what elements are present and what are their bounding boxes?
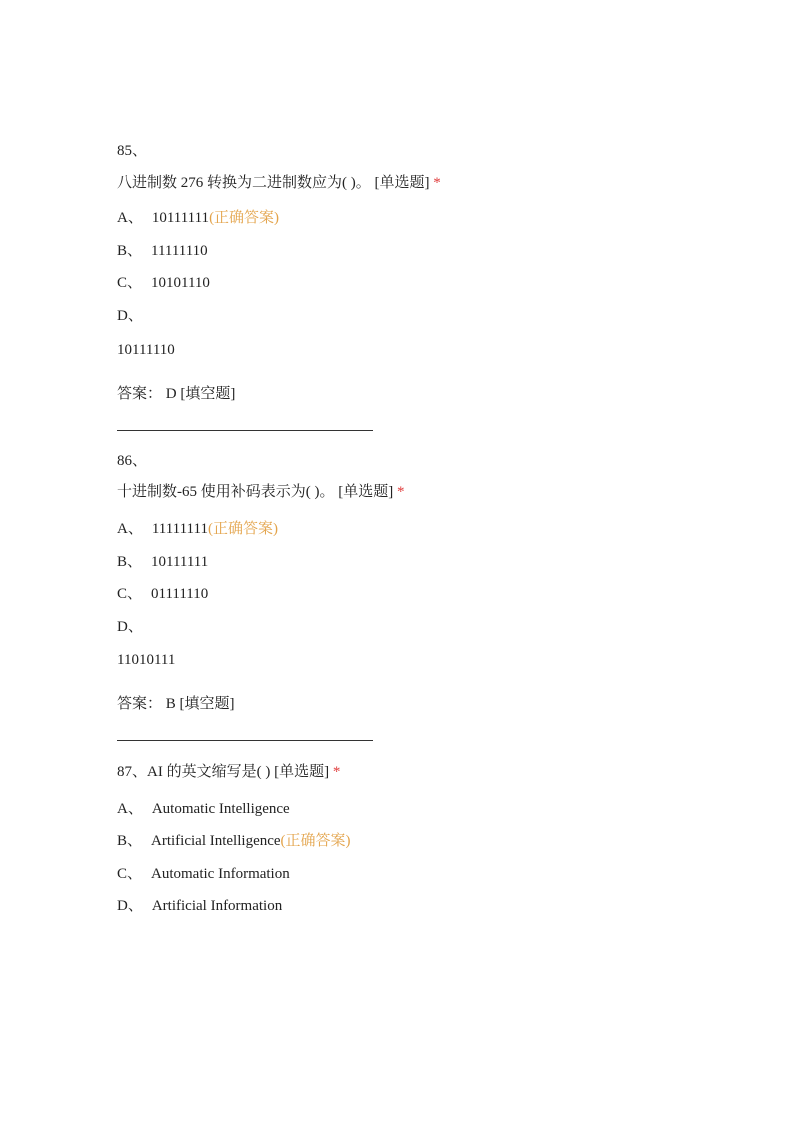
correct-answer-note: (正确答案) xyxy=(280,833,351,849)
required-mark: * xyxy=(433,175,441,191)
question-85-stem xyxy=(117,173,441,193)
option-letter: A、 xyxy=(117,521,143,537)
divider xyxy=(117,740,373,741)
question-86-option-a xyxy=(117,519,278,539)
divider xyxy=(117,430,373,431)
question-86-option-d-value: 11010111 xyxy=(117,652,176,668)
question-86-option-b xyxy=(117,552,208,572)
option-letter: D、 xyxy=(117,308,143,324)
option-letter: D、 xyxy=(117,898,143,914)
question-86-answer: 答案： B [填空题] xyxy=(117,696,235,712)
option-text: 10111111 xyxy=(151,210,210,226)
option-text: 10111111 xyxy=(151,554,209,570)
question-85-option-c xyxy=(117,273,210,293)
option-letter: B、 xyxy=(117,243,143,259)
question-87-option-c xyxy=(117,864,290,884)
question-85-option-d xyxy=(117,306,143,326)
option-text: Artificial Information xyxy=(151,898,283,914)
option-text: Automatic Information xyxy=(151,866,290,882)
question-86-number: 86、 xyxy=(117,453,148,469)
required-mark: * xyxy=(396,484,405,500)
correct-answer-note: (正确答案) xyxy=(207,521,278,537)
question-85-option-a xyxy=(117,208,279,228)
option-letter: C、 xyxy=(117,586,143,602)
option-text: 11111110 xyxy=(151,243,208,259)
question-85-option-d-value: 10111110 xyxy=(117,342,175,358)
correct-answer-note: (正确答案) xyxy=(209,210,280,226)
option-letter: B、 xyxy=(117,554,143,570)
option-text: 10101110 xyxy=(151,275,210,291)
question-87-option-b xyxy=(117,831,351,851)
question-86-stem xyxy=(117,482,404,502)
question-stem-text: 八进制数 276 转换为二进制数应为( )。 [单选题] xyxy=(117,175,430,191)
option-text: 01111110 xyxy=(151,586,209,602)
question-85-answer: 答案： D [填空题] xyxy=(117,386,236,402)
option-text: 11111111 xyxy=(151,521,208,537)
option-text: Artificial Intelligence xyxy=(151,833,281,849)
question-86-option-c xyxy=(117,584,208,604)
option-letter: A、 xyxy=(117,210,143,226)
question-85-number: 85、 xyxy=(117,143,148,159)
question-number: 87、 xyxy=(117,764,148,780)
question-86-option-d xyxy=(117,617,143,637)
question-87-option-a xyxy=(117,799,290,819)
option-letter: A、 xyxy=(117,801,143,817)
question-87-stem xyxy=(117,762,340,782)
question-85-option-b xyxy=(117,241,208,261)
required-mark: * xyxy=(332,764,341,780)
question-stem-text: AI 的英文缩写是( ) [单选题] xyxy=(147,764,330,780)
question-87-option-d xyxy=(117,896,282,916)
option-text: Automatic Intelligence xyxy=(151,801,290,817)
question-stem-text: 十进制数-65 使用补码表示为( )。 [单选题] xyxy=(117,484,394,500)
option-letter: C、 xyxy=(117,866,143,882)
option-letter: C、 xyxy=(117,275,143,291)
option-letter: D、 xyxy=(117,619,143,635)
option-letter: B、 xyxy=(117,833,143,849)
